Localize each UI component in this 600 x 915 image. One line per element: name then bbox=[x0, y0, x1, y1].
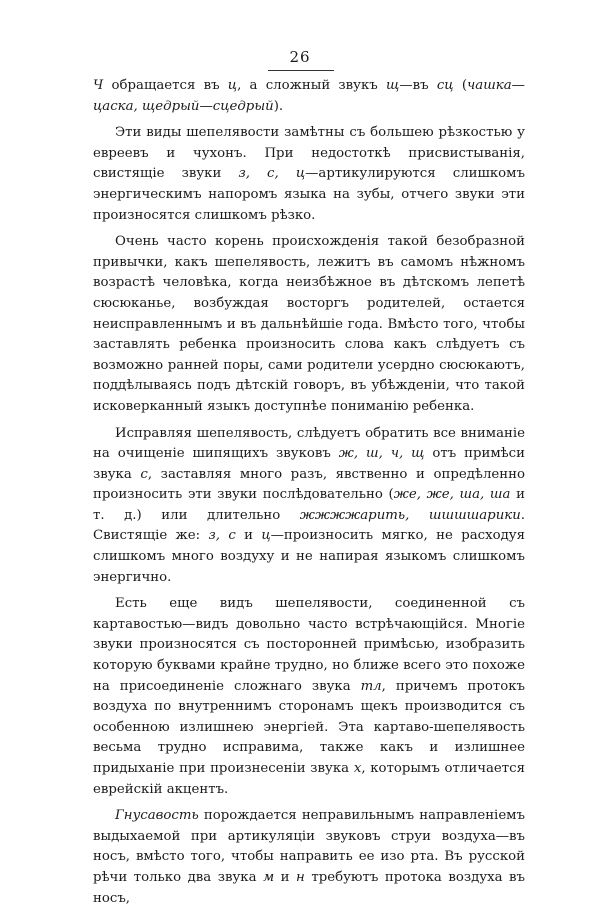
body-text bbox=[93, 76, 525, 915]
text-run: , заставляя много разъ, явственно и опредѣленно произносить эти звуки послѣдовательно ( bbox=[93, 466, 525, 503]
paragraph bbox=[93, 232, 525, 417]
italic-term: з, с bbox=[208, 528, 236, 544]
text-run: ( bbox=[453, 78, 468, 93]
italic-term: жжжжарить, шшшшарики bbox=[299, 507, 521, 523]
text-run: и bbox=[235, 528, 262, 544]
italic-term: Ч bbox=[93, 78, 104, 93]
text-run: порождается неправильнымъ направленіемъ выдыхаемой при артикуляціи звуковъ струи воздуха—въ носъ, вмѣсто того, чтобы направить ее изо рта. Въ русской рѣчи только два звука bbox=[93, 808, 525, 885]
italic-term: ц bbox=[227, 78, 238, 93]
text-run: отъ примѣси звука bbox=[93, 446, 525, 482]
text-run: Очень часто корень происхожденія такой безобразной привычки, какъ шепелявость, лежитъ въ самомъ нѣжномъ возрастѣ человѣка, когда неизбѣжное въ дѣтскомъ лепетѣ сюсюканье, возбуждая восторгъ родителей, остается неисправленнымъ и въ дальнѣйшіе года. Вмѣсто того, чтобы заставлять ребенка произносить слова какъ слѣдуетъ съ возможно ранней поры, сами родители усердно сюсюкаютъ, поддѣлываясь подъ дѣтскій говоръ, въ убѣжденіи, что такой исковерканный языкъ доступнѣе пониманію ребенка. bbox=[93, 234, 525, 414]
text-run: и т. д.) или длительно bbox=[93, 487, 526, 523]
text-run: , которымъ отличается еврейскій акцентъ. bbox=[93, 761, 525, 797]
italic-term: ц bbox=[261, 528, 271, 544]
italic-term: з, с, ц bbox=[238, 166, 306, 182]
italic-term: ж, ш, ч, щ bbox=[338, 446, 425, 462]
text-run: , причемъ протокъ воздуха по внутреннимъ сторонамъ щекъ производится съ особенною излишнею энергіей. Эта картаво-шепелявость весьма трудно исправима, также какъ и излишнее придыханіе при произнесеніи звука bbox=[93, 678, 525, 776]
text-run: Исправляя шепелявость, слѣдуетъ обратить все вниманіе на очищеніе шипящихъ звуковъ bbox=[93, 425, 525, 462]
text-run: обращается въ bbox=[103, 78, 228, 93]
italic-term: щ bbox=[386, 78, 400, 93]
italic-term: н bbox=[296, 869, 305, 885]
text-run: —въ bbox=[399, 78, 437, 93]
text-run: . Свистящіе же: bbox=[93, 507, 525, 544]
paragraph bbox=[93, 806, 525, 909]
text-run: и bbox=[274, 869, 297, 885]
italic-term: с bbox=[140, 466, 148, 482]
text-run: Есть еще видъ шепелявости, соединенной съ картавостью—видъ довольно часто встрѣчающійся. Многіе звуки произносятся съ посторонней примѣсью, изобразить которую буквами крайне трудно, но ближе всего это похоже на присоединеніе сложнаго звука bbox=[93, 596, 525, 694]
text-run: ). bbox=[273, 98, 284, 114]
italic-term: же, же, ша, ша bbox=[393, 487, 511, 503]
text-run: Эти виды шепелявости замѣтны съ большею рѣзкостью у евреевъ и чухонъ. При недостоткѣ присвистыванія, свистящіе звуки bbox=[93, 125, 525, 182]
italic-term: сц bbox=[436, 78, 454, 93]
paragraph bbox=[93, 76, 525, 117]
text-run: требуютъ протока воздуха въ носъ, bbox=[93, 869, 525, 906]
text-run: —произносить мягко, не расходуя слишкомъ много воздуху и не напирая языкомъ слишкомъ энергично. bbox=[93, 528, 525, 585]
italic-term: х bbox=[353, 761, 362, 776]
header-rule bbox=[268, 70, 334, 71]
text-run: —артикулируются слишкомъ энергическимъ напоромъ языка на зубы, отчего звуки эти произносятся слишкомъ рѣзко. bbox=[93, 166, 525, 223]
paragraph bbox=[93, 424, 525, 589]
italic-term: тл bbox=[360, 678, 382, 694]
text-run: , а сложный звукъ bbox=[237, 78, 387, 93]
italic-term: м bbox=[263, 869, 275, 885]
page-number: 26 bbox=[289, 48, 311, 66]
paragraph bbox=[93, 594, 525, 800]
italic-term: чашка—цаска, щедрый—сцедрый bbox=[93, 78, 525, 114]
italic-term: Гнусавость bbox=[115, 808, 199, 824]
paragraph bbox=[93, 123, 525, 226]
